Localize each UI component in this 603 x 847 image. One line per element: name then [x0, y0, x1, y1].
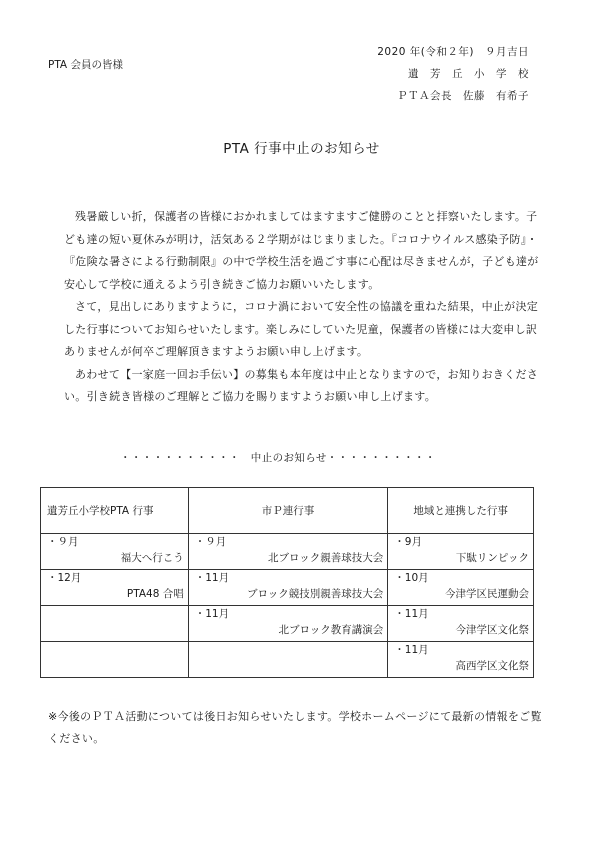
sender-name: ＰＴＡ会長 佐藤 有希子 — [397, 90, 529, 102]
table-cell — [188, 570, 388, 606]
event-name — [41, 622, 188, 639]
event-name: 北ブロック親善球技大会 — [267, 552, 384, 564]
table-cell — [41, 570, 189, 606]
event-month — [189, 642, 388, 658]
event-name: 今津学区文化祭 — [455, 624, 529, 636]
event-month: ・11月 — [394, 644, 429, 656]
event-name: ブロック競技別親善球技大会 — [246, 588, 384, 600]
event-name: 下駄リンピック — [455, 552, 529, 564]
cancelled-events-table — [40, 487, 534, 678]
table-header-row — [41, 488, 534, 534]
school-name: 遺 芳 丘 小 学 校 — [408, 68, 529, 80]
footer-note: ※今後のＰＴＡ活動については後日お知らせいたします。学校ホームページにて最新の情報をご覧ください。 — [48, 710, 542, 745]
event-month: ・9月 — [394, 536, 422, 548]
section-heading: ・・・・・・・・・・・ 中止のお知らせ・・・・・・・・・・ — [120, 452, 436, 464]
event-month: ・11月 — [194, 608, 230, 620]
event-name: 今津学区民運動会 — [445, 588, 529, 600]
event-month: ・11月 — [194, 572, 230, 584]
body-paragraph-2: さて，見出しにありますように，コロナ渦において安全性の協議を重ねた結果，中止が決定した行事についてお知らせいたします。楽しみにしていた児童，保護者の皆様には大変申し訳ありませんが何卒ご理解頂きますようお願い申し上げます。 — [64, 300, 539, 358]
event-month: ・12月 — [47, 572, 82, 584]
event-name: 北ブロック教育講演会 — [278, 624, 384, 636]
table-cell — [41, 534, 189, 570]
column-header-community: 地域と連携した行事 — [388, 488, 534, 534]
body-paragraph-1: 残暑厳しい折，保護者の皆様におかれましてはますますご健勝のことと拝察いたします。子ども達の短い夏休みが明け，活気ある２学期がはじまりました。『コロナウイルス感染予防』・『危険な暑さによる行動制限』の中で学校生活を過ごす事に心配は尽きませんが，子ども達が安心して学校に通えるよう引き続きご協力お願いいたします。 — [64, 210, 539, 291]
issue-date: 2020 年(令和２年) ９月吉日 — [377, 46, 529, 58]
body-text — [64, 206, 542, 409]
event-month: ・９月 — [47, 536, 79, 548]
table-row — [41, 606, 534, 642]
addressee: PTA 会員の皆様 — [48, 59, 123, 71]
table-cell-empty — [188, 642, 388, 678]
event-month: ・10月 — [394, 572, 429, 584]
event-month: ・９月 — [194, 536, 227, 548]
event-month: ・11月 — [394, 608, 429, 620]
table-cell — [188, 534, 388, 570]
event-month — [41, 642, 188, 658]
table-cell — [388, 570, 534, 606]
table-cell — [388, 606, 534, 642]
table-cell — [388, 642, 534, 678]
event-name: 高西学区文化祭 — [455, 660, 529, 672]
event-month — [41, 606, 188, 622]
document-title: PTA 行事中止のお知らせ — [223, 141, 380, 157]
table-row — [41, 534, 534, 570]
event-name — [189, 658, 388, 675]
event-name: 福大へ行こう — [120, 552, 184, 564]
table-cell — [188, 606, 388, 642]
event-name — [41, 658, 188, 675]
table-cell-empty — [41, 642, 189, 678]
event-name: PTA48 合唱 — [126, 588, 184, 600]
table-cell — [388, 534, 534, 570]
table-row — [41, 570, 534, 606]
column-header-city-pta: 市Ｐ連行事 — [188, 488, 388, 534]
table-cell-empty — [41, 606, 189, 642]
column-header-pta: 遺芳丘小学校PTA 行事 — [41, 488, 189, 534]
table-row — [41, 642, 534, 678]
body-paragraph-3: あわせて【一家庭一回お手伝い】の募集も本年度は中止となりますので，お知りおきください。引き続き皆様のご理解とご協力を賜りますようお願い申し上げます。 — [64, 367, 539, 403]
